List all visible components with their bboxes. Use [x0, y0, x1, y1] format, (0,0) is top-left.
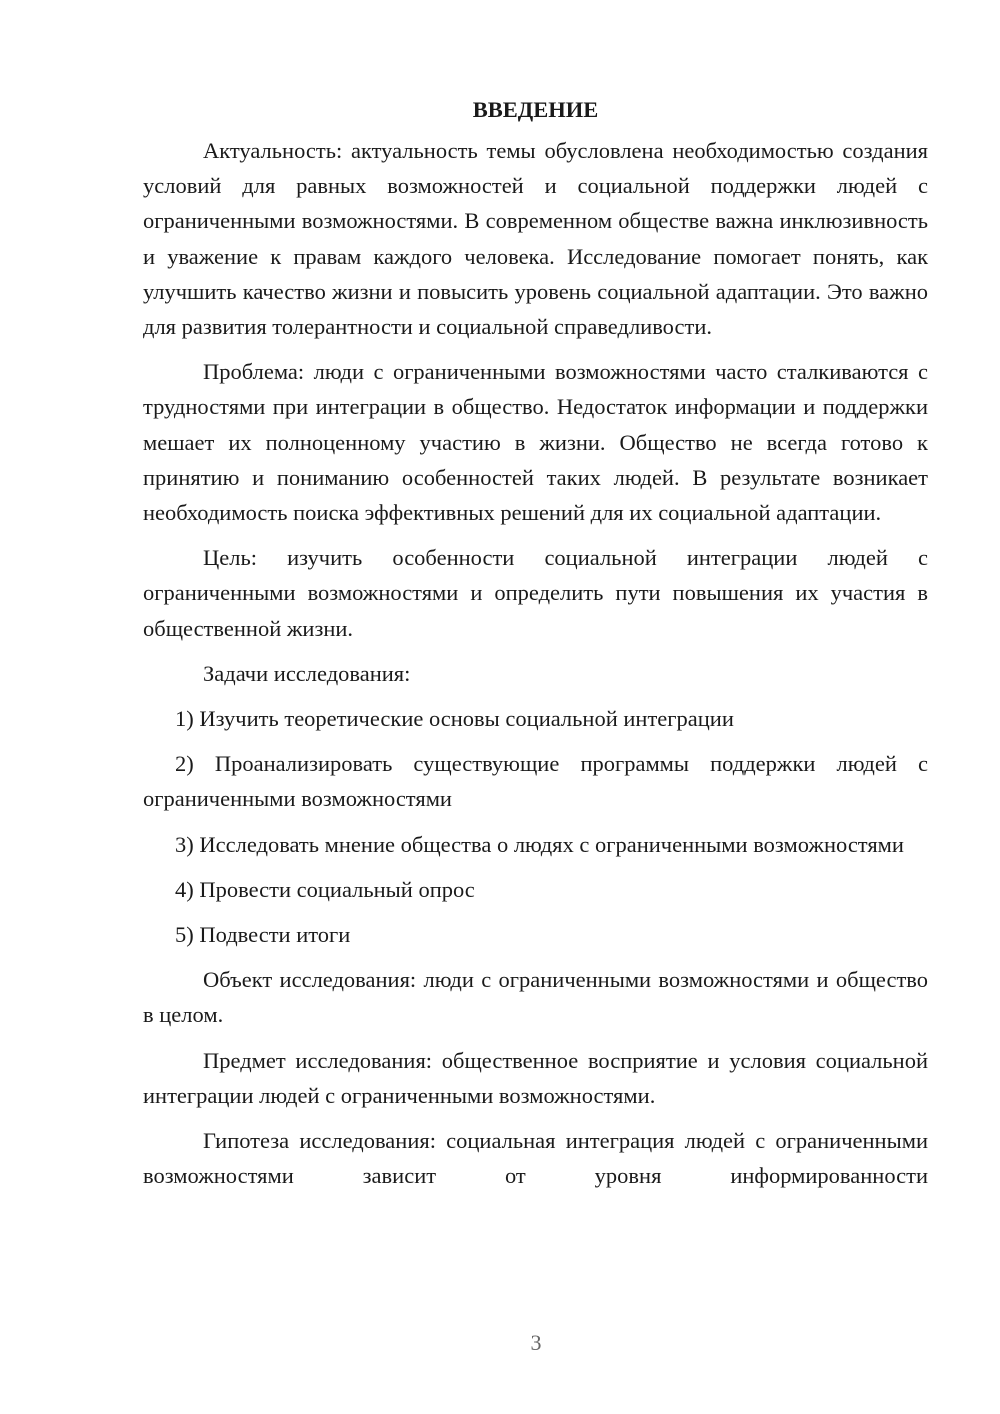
paragraph-hypothesis: Гипотеза исследования: социальная интеграция людей с ограниченными возможностями зависит от уровня информированности	[143, 1128, 928, 1189]
paragraph-problem: Проблема: люди с ограниченными возможностями часто сталкиваются с трудностями при интеграции в общество. Недостаток информации и поддержки мешает их полноценному участию в жизни. Общество не всегда готово к принятию и пониманию особенностей таких людей. В результате возникает необходимость поиска эффективных решений для их социальной адаптации.	[143, 359, 928, 526]
section-heading: ВВЕДЕНИЕ	[472, 97, 599, 122]
document-body	[143, 92, 928, 1203]
task-item-5: 5) Подвести итоги	[175, 922, 351, 948]
task-item-2: 2) Проанализировать существующие программы поддержки людей с ограниченными возможностями	[143, 751, 928, 812]
tasks-title: Задачи исследования:	[203, 660, 411, 686]
paragraph-object: Объект исследования: люди с ограниченными возможностями и общество в целом.	[143, 967, 928, 1028]
page-number: 3	[530, 1330, 542, 1355]
paragraph-goal: Цель: изучить особенности социальной интеграции людей с ограниченными возможностями и определить пути повышения их участия в общественной жизни.	[143, 545, 928, 641]
task-item-4: 4) Провести социальный опрос	[175, 876, 475, 902]
paragraph-subject: Предмет исследования: общественное восприятие и условия социальной интеграции людей с ограниченными возможностями.	[143, 1047, 928, 1108]
task-item-1: 1) Изучить теоретические основы социальной интеграции	[175, 706, 734, 732]
task-item-3: 3) Исследовать мнение общества о людях с ограниченными возможностями	[175, 831, 904, 857]
paragraph-relevance: Актуальность: актуальность темы обусловлена необходимостью создания условий для равных возможностей и социальной поддержки людей с ограниченными возможностями. В современном обществе важна инклюзивность и уважение к правам каждого человека. Исследование помогает понять, как улучшить качество жизни и повысить уровень социальной адаптации. Это важно для развития толерантности и социальной справедливости.	[143, 138, 928, 340]
